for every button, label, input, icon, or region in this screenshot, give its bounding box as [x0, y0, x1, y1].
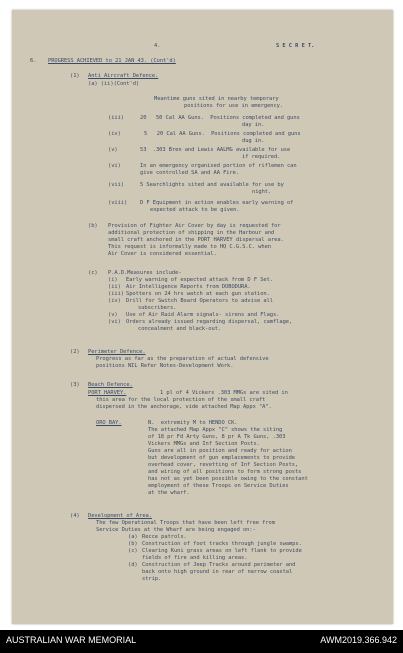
para4-line: Service Duties at the Wharf are being engaged on:- [96, 527, 256, 533]
item-number: (d) [128, 562, 138, 568]
para1-number: (1) [70, 73, 80, 79]
item-line: Orders already issued regarding dispersal, camflage, [126, 319, 293, 325]
oro-bay-line: N. extremity M to HENDO CK. [148, 420, 238, 426]
para1-b-line: small craft anchored in the PORT HARVEY dispersal area. [108, 237, 284, 243]
item-line: dug in. [242, 138, 265, 144]
item-number: (b) [128, 541, 138, 547]
oro-bay-line: has not as yet been possible owing to the constant [148, 476, 308, 482]
para2-line: Progress as far as the preparation of actual defensive [96, 356, 269, 362]
para3-title: Beach Defence. [88, 382, 133, 388]
item-line: give controlled SA and AA Fire. [140, 170, 240, 176]
oro-bay-label: ORO BAY. [96, 420, 122, 426]
oro-bay-line: at the wharf. [148, 490, 190, 496]
item-number: (vi) [108, 163, 121, 169]
item-line: back onto high ground in rear of narrow coastal [142, 569, 293, 575]
item-line: if required. [242, 154, 281, 160]
item-line: expected attack to be given. [150, 207, 240, 213]
item-number: (v) [108, 147, 118, 153]
item-number: (vi) [108, 319, 121, 325]
item-number: (v) [108, 312, 118, 318]
para2-line: positions NIL Refer Notes-Development Work. [96, 363, 234, 369]
item-number: (a) [128, 534, 138, 540]
item-line: Construction of Jeep Tracks around perimeter and [142, 562, 296, 568]
item-line: 20 50 Cal AA Guns. Positions completed and guns [140, 115, 300, 121]
para1-title: Anti Aircraft Defence. [88, 73, 159, 79]
oro-bay-line: The attached Map Appx "C" shows the siting [148, 427, 283, 433]
para1-b-number: (b) [88, 223, 98, 229]
para1-intro-line: Meantime guns sited in nearby temporary [154, 96, 279, 102]
item-line: Air Intelligence Reports from DOBODURA. [126, 284, 251, 290]
port-harvey-label: PORT HARVEY. [88, 390, 127, 396]
item-number: (iii) [108, 291, 124, 297]
footer-accession-number: AWM2019.366.942 [320, 635, 397, 645]
item-line: day in. [242, 122, 265, 128]
para4-line: The few Operational Troops that have been left free from [96, 520, 275, 526]
para1-sub: (a) (ii)(Cont'd) [88, 81, 140, 87]
para4-title: Development of Area. [88, 513, 152, 519]
item-line: Clearing Kuni grass areas on left flank to provide [142, 548, 302, 554]
section-title: PROGRESS ACHIEVED to 21 JAN 43. (Cont'd) [48, 58, 176, 64]
item-line: 53 .303 Bren and Lewis AALMG available for use [140, 147, 291, 153]
para1-intro-line: positions for use in emergency. [184, 103, 284, 109]
item-line: In an emergency organised portion of riflemen can [140, 163, 297, 169]
item-number: (c) [128, 548, 138, 554]
item-line: Drill for Switch Board Operators to advise all [126, 298, 273, 304]
item-number: (ii) [108, 284, 121, 290]
item-line: 5 Searchlights sited and available for use by [140, 182, 284, 188]
footer-bar [0, 630, 403, 653]
para1-b-line: This request is informally made to HQ C.G.S.C. when [108, 244, 271, 250]
port-harvey-line: dispersed in the anchorage, vide attached Map Appx "A". [96, 404, 272, 410]
oro-bay-line: Guns are all in position and ready for action [148, 448, 292, 454]
item-number: (iii) [108, 115, 124, 121]
oro-bay-line: overhead cover, revetting of Inf Section Posts, [148, 462, 299, 468]
page-number: 4. [154, 43, 161, 49]
oro-bay-line: of 18 pr Fd Arty Guns, 8 pr A Tk Guns, .303 [148, 434, 286, 440]
classification-marking: S E C R E T. [276, 43, 315, 49]
para2-number: (2) [70, 349, 80, 355]
item-line: D F Equipment in action enables early warning of [140, 200, 294, 206]
oro-bay-line: but development of gun emplacements to provide [148, 455, 295, 461]
item-number: (viii) [108, 200, 128, 206]
para1-b-line: additional protection of shipping in the Harbour and [108, 230, 275, 236]
item-line: strip. [142, 576, 162, 582]
document-page [12, 10, 393, 624]
oro-bay-line: Vickers MMGs and Inf Section Posts. [148, 441, 260, 447]
item-line: subscribers. [138, 305, 177, 311]
item-number: (vii) [108, 182, 124, 188]
item-line: Early warning of expected attack from D F Set. [126, 277, 273, 283]
oro-bay-line: employment of these Troops on Service Duties [148, 483, 289, 489]
item-line: Recce patrols. [142, 534, 187, 540]
section-number: 6. [30, 58, 37, 64]
para1-b-line: Provision of Fighter Air Cover by day is requested for [108, 223, 281, 229]
para1-c-number: (c) [88, 270, 98, 276]
port-harvey-line: 1 pl of 4 Vickers .303 MMGs are sited in [160, 390, 288, 396]
item-line: 5 20 Cal AA Guns. Positions completed and guns [144, 131, 301, 137]
para4-number: (4) [70, 513, 80, 519]
item-line: Construction of foot tracks through jungle swamps. [142, 541, 302, 547]
oro-bay-line: and wiring of all positions to form strong posts [148, 469, 302, 475]
item-line: night. [252, 189, 272, 195]
footer-source: AUSTRALIAN WAR MEMORIAL [6, 635, 137, 645]
item-line: fields of fire and killing areas. [142, 555, 248, 561]
item-line: Spotters on 24 hrs watch at each gun station. [126, 291, 270, 297]
item-line: concealment and black-out. [138, 326, 222, 332]
item-number: (iv) [108, 131, 121, 137]
para1-c-intro: P.A.D.Measures include- [108, 270, 182, 276]
para2-title: Perimeter Defence. [88, 349, 146, 355]
para3-number: (3) [70, 382, 80, 388]
item-number: (iv) [108, 298, 121, 304]
port-harvey-line: this area for the local protection of the small craft [96, 397, 266, 403]
item-line: Use of Air Raid Alarm signals- sirens and Flags. [126, 312, 280, 318]
item-number: (i) [108, 277, 118, 283]
para1-b-line: Air Cover is considered essential. [108, 251, 217, 257]
